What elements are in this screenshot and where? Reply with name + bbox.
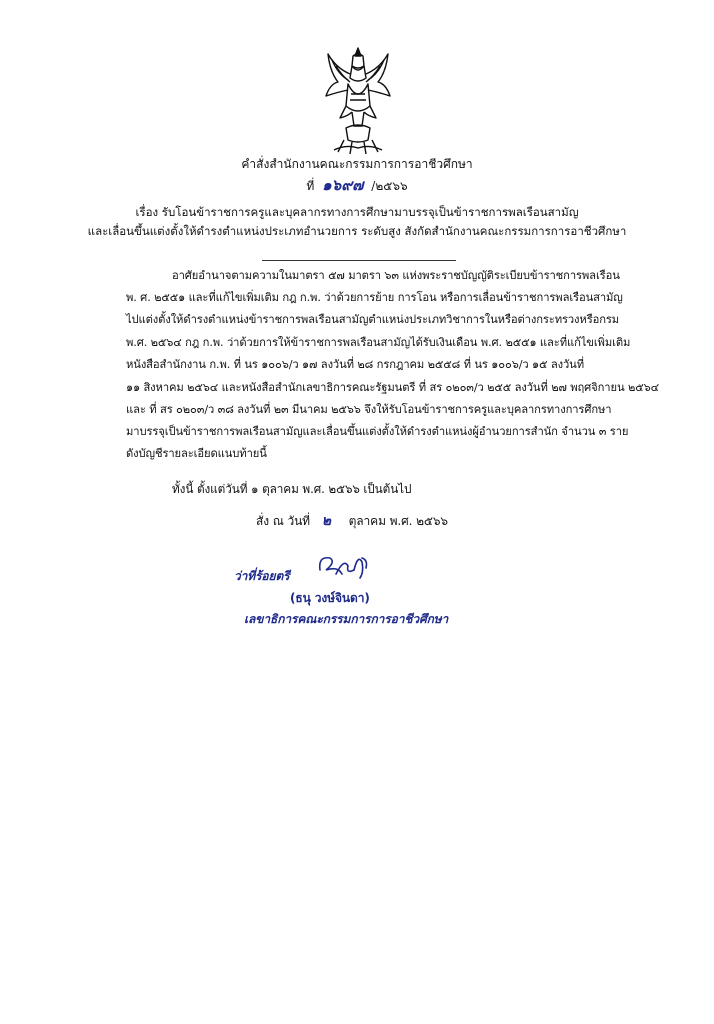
body-line: อาศัยอำนาจตามความในมาตรา ๕๗ มาตรา ๖๓ แห่งพระราชบัญญัติระเบียบข้าราชการพลเรือน [172,269,620,282]
body-line: และ ที่ สร ๐๒๐๓/ว ๓๘ ลงวันที่ ๒๓ มีนาคม ๒๕๖๖ จึงให้รับโอนข้าราชการครูและบุคลากรทางการศึกษา [126,403,612,416]
dated-day: ๒ [321,513,331,529]
body-line: ไปแต่งตั้งให้ดำรงตำแหน่งข้าราชการพลเรือนสามัญตำแหน่งประเภทวิชาการในหรือต่างกระทรวงหรือกรม [126,313,620,326]
order-number-prefix: ที่ [306,179,315,193]
body-line: ๑๑ สิงหาคม ๒๕๖๔ และหนังสือสำนักเลขาธิการคณะรัฐมนตรี ที่ สร ๐๒๐๓/ว ๒๕๕ ลงวันที่ ๒๗ พฤศจิกายน ๒๕๖๔ [126,381,659,394]
dated-prefix: สั่ง ณ วันที่ [256,514,310,528]
body-line: พ. ศ. ๒๕๕๑ และที่แก้ไขเพิ่มเติม กฎ ก.พ. ว่าด้วยการย้าย การโอน หรือการเลื่อนข้าราชการพลเรือนสามัญ [126,291,623,304]
garuda-emblem-icon [322,44,394,156]
handwritten-signature [314,548,374,588]
order-number-row [0,176,714,195]
dated-rest: ตุลาคม พ.ศ. ๒๕๖๖ [348,514,448,528]
order-number: ๑๖๙๗ [322,176,364,194]
body-line: มาบรรจุเป็นข้าราชการพลเรือนสามัญและเลื่อนขึ้นแต่งตั้งให้ดำรงตำแหน่งผู้อำนวยการสำนัก จำนวน ๓ ราย [126,425,629,438]
signer-rank: ว่าที่ร้อยตรี [234,569,290,583]
body-line: ดังบัญชีรายละเอียดแนบท้ายนี้ [126,447,267,460]
order-title: คำสั่งสำนักงานคณะกรรมการการอาชีวศึกษา [241,157,473,171]
effective-date: ทั้งนี้ ตั้งแต่วันที่ ๑ ตุลาคม พ.ศ. ๒๕๖๖ เป็นต้นไป [172,482,412,496]
body-line: หนังสือสำนักงาน ก.พ. ที่ นร ๑๐๐๖/ว ๑๗ ลงวันที่ ๒๘ กรกฎาคม ๒๕๕๘ ที่ นร ๑๐๐๖/ว ๑๕ ลงวันที่ [126,358,584,371]
body-line: พ.ศ. ๒๕๖๔ กฎ ก.พ. ว่าด้วยการให้ข้าราชการพลเรือนสามัญได้รับเงินเดือน พ.ศ. ๒๕๕๑ และที่แก้ไขเพิ่มเติม [126,336,631,349]
signer-position: เลขาธิการคณะกรรมการการอาชีวศึกษา [244,612,449,626]
signer-name: (ธนุ วงษ์จินดา) [290,591,370,605]
header-divider [262,260,456,261]
subject-line-2: และเลื่อนขึ้นแต่งตั้งให้ดำรงตำแหน่งประเภทอำนวยการ ระดับสูง สังกัดสำนักงานคณะกรรมการการอาชีวศึกษา [87,224,627,238]
subject-line-1: เรื่อง รับโอนข้าราชการครูและบุคลากรทางการศึกษามาบรรจุเป็นข้าราชการพลเรือนสามัญ [135,205,579,219]
order-year: /๒๕๖๖ [371,179,408,193]
dated-row [256,513,448,529]
